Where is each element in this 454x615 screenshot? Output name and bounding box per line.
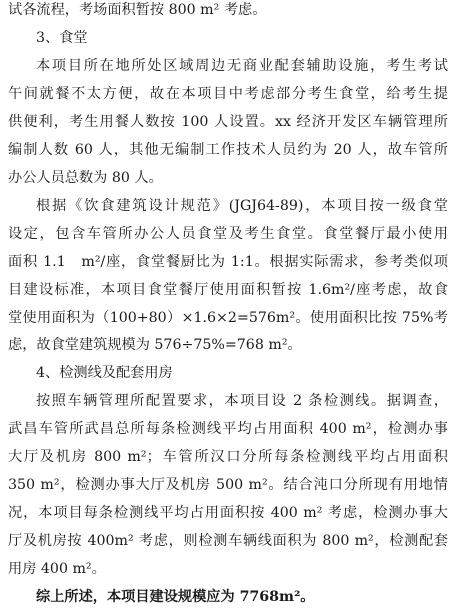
section-heading-inspection: 4、检测线及配套用房 [36, 365, 173, 382]
text-line: 本项目所在地所处区域周边无商业配套辅助设施，考生考试 [36, 57, 448, 74]
summary-line: 综上所述，本项目建设规模应为 7768m²。 [36, 589, 315, 605]
text-line: 午间就餐不太方便，故在本项目中考虑部分考生食堂，给考生提 [8, 85, 448, 102]
text-line: 目建设标准，本项目食堂餐厅使用面积暂按 1.6m²/座考虑，故食 [8, 281, 448, 298]
text-line: 按照车辆管理所配置要求，本项目设 2 条检测线。据调查， [36, 393, 448, 410]
text-line: 设定，包含车管所办公人员食堂及考生食堂。食堂餐厅最小使用 [8, 225, 448, 242]
text-line: 用房 400 m²。 [8, 561, 106, 577]
text-line: 况，本项目每条检测线平均占用面积按 400 m² 考虑，检测办事大 [8, 505, 448, 522]
text-line: 厅及机房按 400m² 考虑，则检测车辆线面积为 800 m²，检测配套 [8, 533, 448, 550]
text-line: 办公人员总数为 80 人。 [8, 169, 163, 186]
text-line: 堂使用面积为（100+80）×1.6×2=576m²。使用面积比按 75%考 [8, 309, 448, 326]
text-line: 武昌车管所武昌总所每条检测线平均占用面积 400 m²，检测办事 [8, 421, 448, 438]
section-heading-canteen: 3、食堂 [36, 30, 88, 46]
text-line: 大厅及机房 800 m²；车管所汉口分所每条检测线平均占用面积 [8, 449, 448, 466]
text-line: 虑，故食堂建筑规模为 576÷75%=768 m²。 [8, 337, 302, 354]
text-line: 根据《饮食建筑设计规范》(JGJ64-89)，本项目按一级食堂 [36, 197, 448, 214]
text-line: 试各流程，考场面积暂按 800 m² 考虑。 [8, 2, 267, 18]
text-line: 供便利，考生用餐人数按 100 人设置。xx 经济开发区车辆管理所 [8, 113, 448, 130]
text-line: 编制人数 60 人，其他无编制工作技术人员约为 20 人，故车管所 [8, 141, 448, 158]
text-line: 350 m²，检测办事大厅及机房 500 m²。结合沌口分所现有用地情 [8, 477, 448, 494]
text-line: 面积 1.1 m²/座，食堂餐厨比为 1:1。根据实际需求，参考类似项 [8, 253, 448, 270]
